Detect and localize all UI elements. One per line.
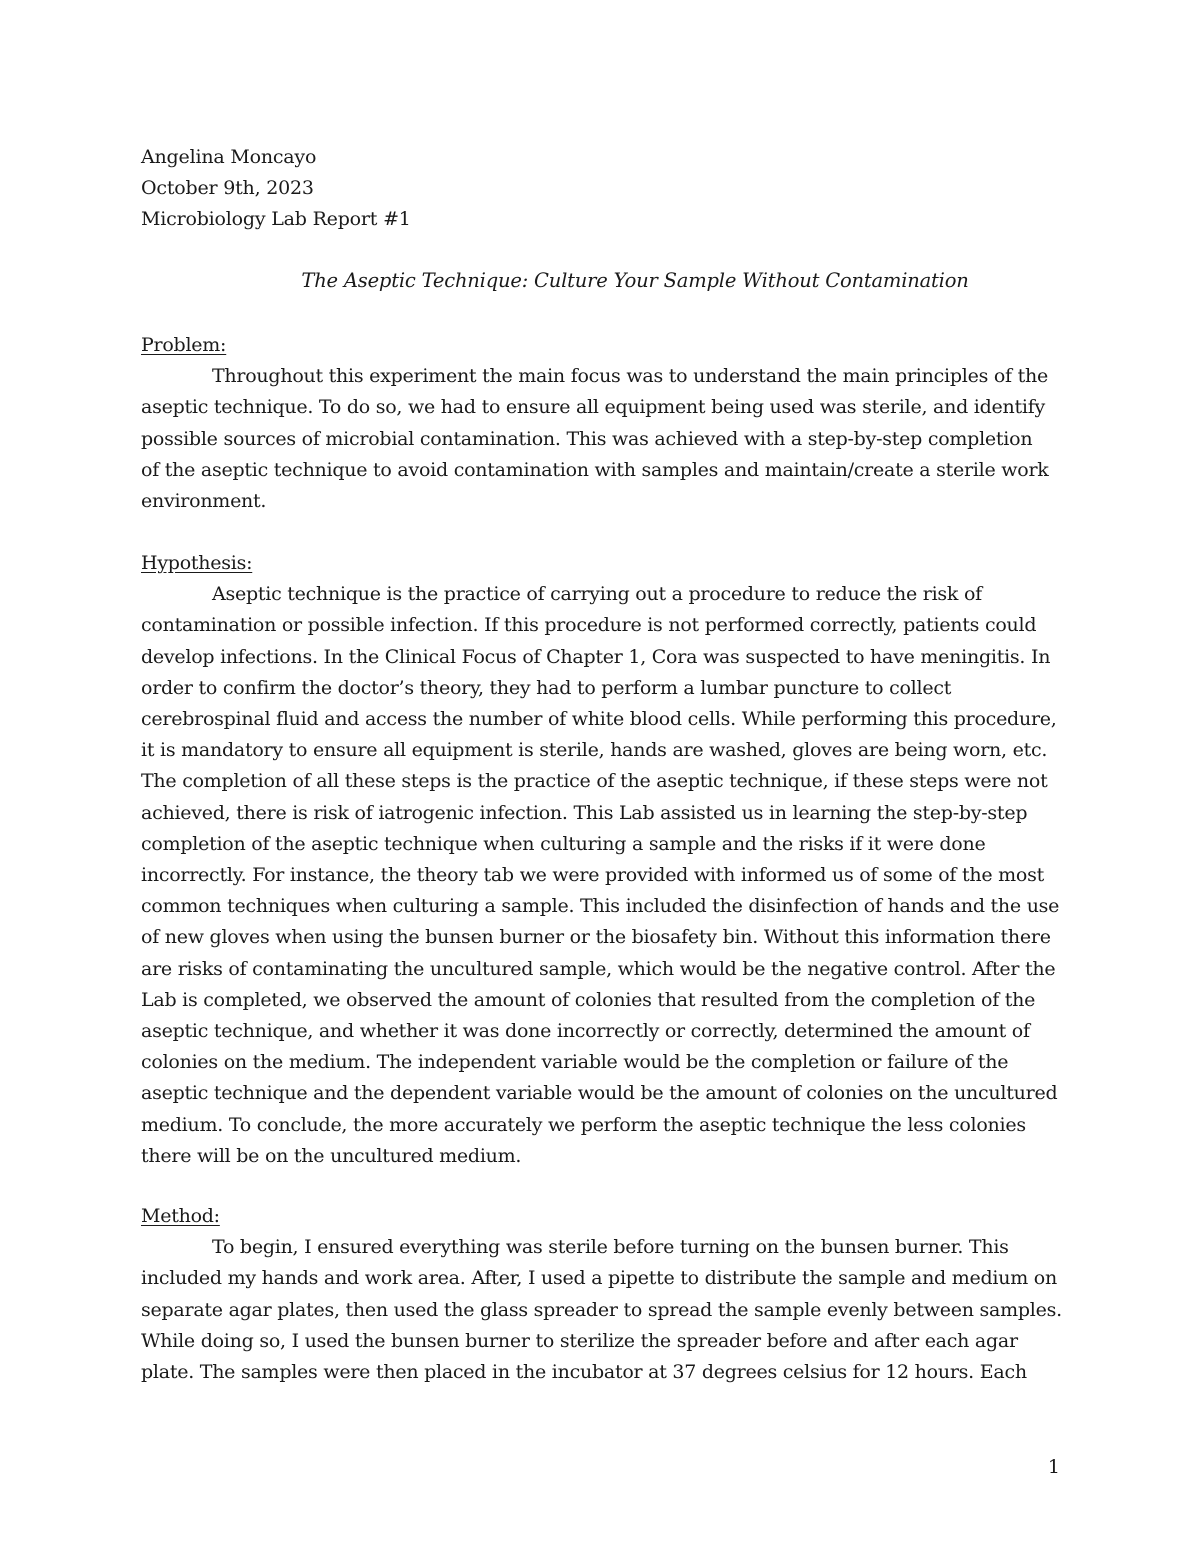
body-line: there will be on the uncultured medium. — [141, 1144, 522, 1167]
body-line: environment. — [141, 490, 267, 513]
body-line: incorrectly. For instance, the theory tab we were provided with informed us of some of the most — [141, 864, 1045, 887]
body-line: medium. To conclude, the more accurately we perform the aseptic technique the less colonies — [141, 1113, 1026, 1136]
body-line: possible sources of microbial contamination. This was achieved with a step-by-step completion — [141, 427, 1033, 450]
body-line: cerebrospinal fluid and access the number of white blood cells. While performing this procedure, — [141, 708, 1057, 731]
report-title: The Aseptic Technique: Culture Your Sample Without Contamination — [301, 269, 969, 292]
page-number: 1 — [1047, 1456, 1060, 1478]
body-line: aseptic technique. To do so, we had to ensure all equipment being used was sterile, and identify — [141, 396, 1045, 419]
course-label: Microbiology Lab Report #1 — [141, 208, 411, 230]
document-header — [141, 142, 411, 235]
body-line: develop infections. In the Clinical Focus of Chapter 1, Cora was suspected to have meningitis. In — [141, 645, 1051, 668]
body-line: Lab is completed, we observed the amount of colonies that resulted from the completion of the — [141, 988, 1036, 1011]
body-line: common techniques when culturing a sample. This included the disinfection of hands and the use — [141, 895, 1060, 918]
report-date: October 9th, 2023 — [141, 177, 314, 199]
body-line: achieved, there is risk of iatrogenic infection. This Lab assisted us in learning the step-by-step — [141, 801, 1028, 824]
hypothesis-section — [141, 548, 1071, 1172]
author-name: Angelina Moncayo — [141, 146, 317, 168]
body-line: it is mandatory to ensure all equipment is sterile, hands are washed, gloves are being worn, etc. — [141, 739, 1048, 762]
body-line: While doing so, I used the bunsen burner to sterilize the spreader before and after each agar — [141, 1329, 1018, 1352]
body-line: separate agar plates, then used the glass spreader to spread the sample evenly between samples. — [141, 1298, 1062, 1321]
method-section — [141, 1201, 1071, 1388]
body-line: The completion of all these steps is the practice of the aseptic technique, if these steps were not — [141, 770, 1048, 793]
body-line: plate. The samples were then placed in the incubator at 37 degrees celsius for 12 hours. Each — [141, 1361, 1027, 1384]
body-line: aseptic technique and the dependent variable would be the amount of colonies on the uncultured — [141, 1082, 1058, 1105]
method-heading: Method: — [141, 1205, 220, 1227]
body-line: of the aseptic technique to avoid contamination with samples and maintain/create a sterile work — [141, 458, 1049, 481]
body-line: order to confirm the doctor’s theory, they had to perform a lumbar puncture to collect — [141, 676, 952, 699]
body-line: Aseptic technique is the practice of carrying out a procedure to reduce the risk of — [212, 583, 982, 606]
body-line: colonies on the medium. The independent variable would be the completion or failure of the — [141, 1051, 1009, 1074]
body-line: To begin, I ensured everything was sterile before turning on the bunsen burner. This — [212, 1236, 1009, 1259]
body-line: contamination or possible infection. If this procedure is not performed correctly, patients could — [141, 614, 1037, 637]
problem-section — [141, 330, 1071, 517]
hypothesis-heading: Hypothesis: — [141, 552, 253, 574]
body-line: of new gloves when using the bunsen burner or the biosafety bin. Without this information there — [141, 926, 1051, 949]
problem-heading: Problem: — [141, 334, 227, 356]
body-line: aseptic technique, and whether it was done incorrectly or correctly, determined the amount of — [141, 1020, 1030, 1043]
body-line: included my hands and work area. After, I used a pipette to distribute the sample and medium on — [141, 1267, 1057, 1290]
body-line: are risks of contaminating the uncultured sample, which would be the negative control. After the — [141, 957, 1056, 980]
body-line: completion of the aseptic technique when culturing a sample and the risks if it were done — [141, 832, 986, 855]
body-line: Throughout this experiment the main focus was to understand the main principles of the — [212, 365, 1048, 388]
